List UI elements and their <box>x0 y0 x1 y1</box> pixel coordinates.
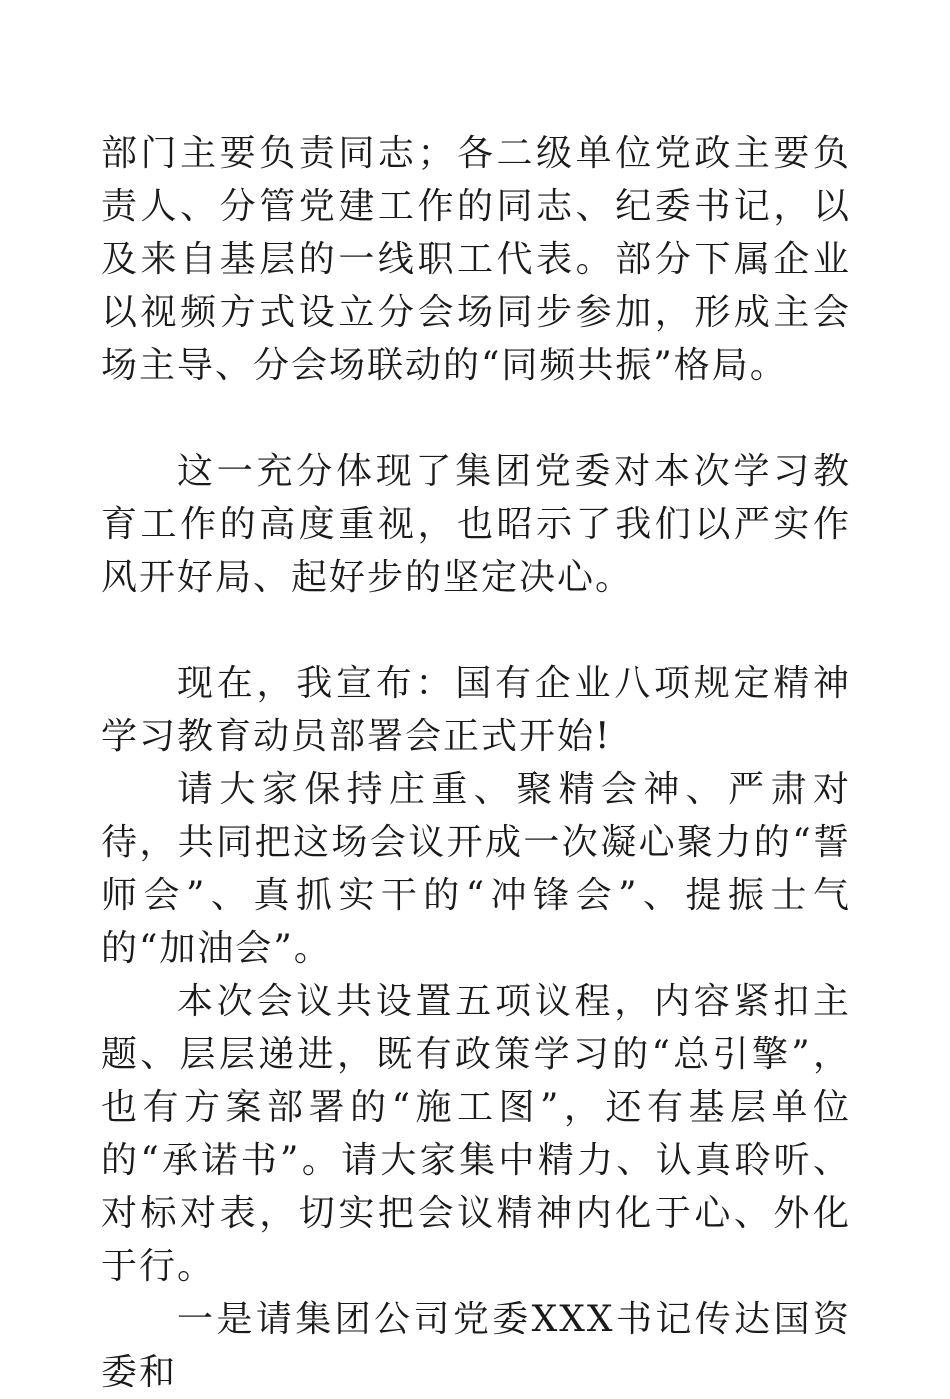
paragraph-gap <box>101 392 851 445</box>
paragraph-agenda: 本次会议共设置五项议程，内容紧扣主题、层层递进，既有政策学习的“总引擎”，也有方案部署的“施工图”，还有基层单位的“承诺书”。请大家集中精力、认真聆听、对标对表，切实把会议精神内化于心、外化于行。 <box>101 981 851 1287</box>
paragraph-gap <box>101 604 851 657</box>
paragraph-announcement: 现在，我宣布：国有企业八项规定精神学习教育动员部署会正式开始! <box>101 663 851 757</box>
paragraph-attendees: 部门主要负责同志；各二级单位党政主要负责人、分管党建工作的同志、纪委书记，以及来自基层的一线职工代表。部分下属企业以视频方式设立分会场同步参加，形成主会场主导、分会场联动的“同频共振”格局。 <box>101 133 851 386</box>
document-body <box>101 127 851 1399</box>
paragraph-importance: 这一充分体现了集团党委对本次学习教育工作的高度重视，也昭示了我们以严实作风开好局、起好步的坚定决心。 <box>101 451 851 598</box>
paragraph-first-item: 一是请集团公司党委XXX书记传达国资委和 <box>101 1299 851 1393</box>
paragraph-request: 请大家保持庄重、聚精会神、严肃对待，共同把这场会议开成一次凝心聚力的“誓师会”、真抓实干的“冲锋会”、提振士气的“加油会”。 <box>101 769 851 969</box>
